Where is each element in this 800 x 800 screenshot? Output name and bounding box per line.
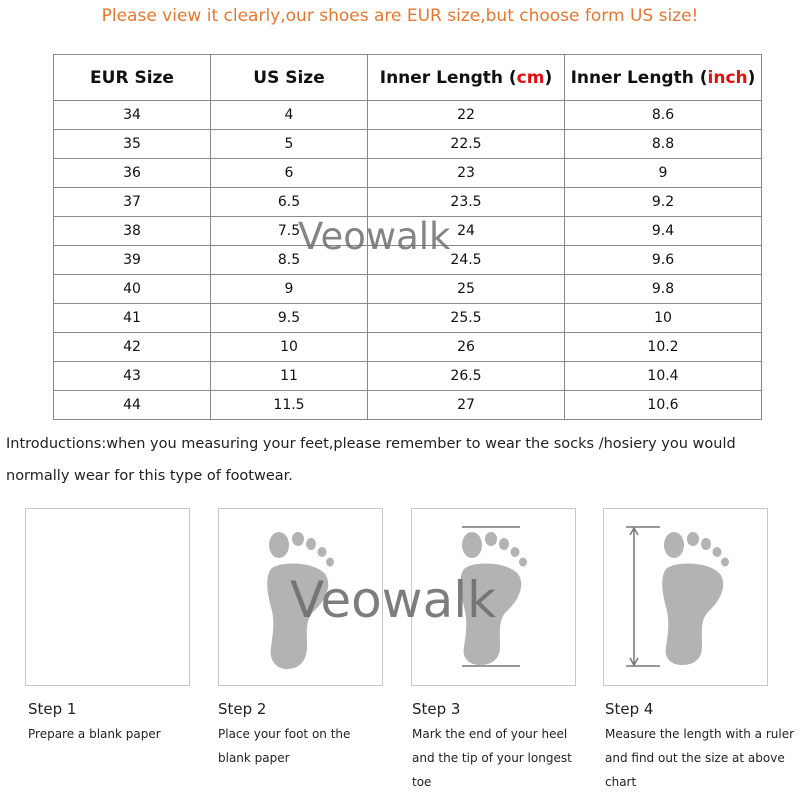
cell-us-size: 7.5 bbox=[211, 217, 368, 246]
cell-inner-length-inch: 9.8 bbox=[565, 275, 762, 304]
step-description: Mark the end of your heel and the tip of your longest toe bbox=[412, 727, 572, 789]
cell-us-size: 9 bbox=[211, 275, 368, 304]
step-description: Prepare a blank paper bbox=[28, 727, 161, 741]
step-3-image-foot-marked bbox=[411, 508, 576, 686]
cell-inner-length-cm: 23.5 bbox=[368, 188, 565, 217]
ruler-foot-icon bbox=[604, 509, 767, 685]
step-title: Step 1 bbox=[28, 700, 77, 718]
cell-inner-length-cm: 27 bbox=[368, 391, 565, 420]
table-row bbox=[54, 304, 762, 333]
cell-us-size: 11 bbox=[211, 362, 368, 391]
unit-cm: cm bbox=[516, 67, 545, 88]
table-row bbox=[54, 130, 762, 159]
table-row bbox=[54, 275, 762, 304]
cell-us-size: 4 bbox=[211, 101, 368, 130]
table-row bbox=[54, 362, 762, 391]
table-row bbox=[54, 217, 762, 246]
step-4 bbox=[605, 700, 795, 794]
cell-inner-length-inch: 10.4 bbox=[565, 362, 762, 391]
cell-eur-size: 42 bbox=[54, 333, 211, 362]
unit-inch: inch bbox=[707, 67, 748, 88]
step-title: Step 2 bbox=[218, 700, 267, 718]
header-inner-length-inch: Inner Length (inch) bbox=[565, 55, 762, 101]
table-header-row bbox=[54, 55, 762, 101]
cell-eur-size: 38 bbox=[54, 217, 211, 246]
cell-eur-size: 37 bbox=[54, 188, 211, 217]
cell-inner-length-inch: 10.2 bbox=[565, 333, 762, 362]
table-row bbox=[54, 188, 762, 217]
cell-inner-length-inch: 8.8 bbox=[565, 130, 762, 159]
cell-us-size: 11.5 bbox=[211, 391, 368, 420]
cell-inner-length-inch: 8.6 bbox=[565, 101, 762, 130]
step-2-image-foot bbox=[218, 508, 383, 686]
cell-inner-length-inch: 9 bbox=[565, 159, 762, 188]
cell-inner-length-inch: 10 bbox=[565, 304, 762, 333]
step-description: Measure the length with a ruler and find out the size at above chart bbox=[605, 727, 795, 789]
header-us-size: US Size bbox=[211, 55, 368, 101]
cell-us-size: 5 bbox=[211, 130, 368, 159]
step-2 bbox=[218, 700, 368, 770]
ruler-arrow bbox=[626, 527, 660, 666]
step-1 bbox=[28, 700, 213, 746]
cell-inner-length-inch: 9.6 bbox=[565, 246, 762, 275]
cell-eur-size: 36 bbox=[54, 159, 211, 188]
cell-us-size: 6 bbox=[211, 159, 368, 188]
foot-icon bbox=[219, 509, 382, 685]
step-4-image-foot-measured bbox=[603, 508, 768, 686]
marked-foot-icon bbox=[412, 509, 575, 685]
cell-eur-size: 43 bbox=[54, 362, 211, 391]
intro-text: Introductions:when you measuring your feet,please remember to wear the socks /hosiery you would normally wear for this type of footwear. bbox=[6, 436, 736, 484]
cell-eur-size: 35 bbox=[54, 130, 211, 159]
cell-inner-length-cm: 25.5 bbox=[368, 304, 565, 333]
cell-us-size: 10 bbox=[211, 333, 368, 362]
cell-inner-length-inch: 10.6 bbox=[565, 391, 762, 420]
cell-us-size: 8.5 bbox=[211, 246, 368, 275]
table-row bbox=[54, 333, 762, 362]
header-eur-size: EUR Size bbox=[54, 55, 211, 101]
watermark-large: Veowalk bbox=[290, 571, 497, 629]
table-row bbox=[54, 391, 762, 420]
cell-inner-length-cm: 24 bbox=[368, 217, 565, 246]
table-row bbox=[54, 246, 762, 275]
cell-inner-length-cm: 22 bbox=[368, 101, 565, 130]
step-3 bbox=[412, 700, 592, 794]
step-description: Place your foot on the blank paper bbox=[218, 727, 351, 765]
cell-inner-length-cm: 26 bbox=[368, 333, 565, 362]
cell-inner-length-inch: 9.2 bbox=[565, 188, 762, 217]
cell-inner-length-cm: 24.5 bbox=[368, 246, 565, 275]
watermark: Veowalk bbox=[298, 215, 451, 258]
cell-us-size: 9.5 bbox=[211, 304, 368, 333]
table-row bbox=[54, 101, 762, 130]
cell-eur-size: 41 bbox=[54, 304, 211, 333]
cell-eur-size: 34 bbox=[54, 101, 211, 130]
step-title: Step 3 bbox=[412, 700, 461, 718]
cell-eur-size: 40 bbox=[54, 275, 211, 304]
size-chart-table bbox=[53, 54, 762, 420]
step-title: Step 4 bbox=[605, 700, 654, 718]
cell-inner-length-cm: 25 bbox=[368, 275, 565, 304]
cell-inner-length-cm: 26.5 bbox=[368, 362, 565, 391]
cell-inner-length-cm: 23 bbox=[368, 159, 565, 188]
cell-inner-length-inch: 9.4 bbox=[565, 217, 762, 246]
step-1-image-blank-paper bbox=[25, 508, 190, 686]
cell-eur-size: 39 bbox=[54, 246, 211, 275]
cell-inner-length-cm: 22.5 bbox=[368, 130, 565, 159]
cell-eur-size: 44 bbox=[54, 391, 211, 420]
table-row bbox=[54, 159, 762, 188]
size-notice: Please view it clearly,our shoes are EUR size,but choose form US size! bbox=[101, 6, 699, 26]
header-inner-length-cm: Inner Length (cm) bbox=[368, 55, 565, 101]
cell-us-size: 6.5 bbox=[211, 188, 368, 217]
